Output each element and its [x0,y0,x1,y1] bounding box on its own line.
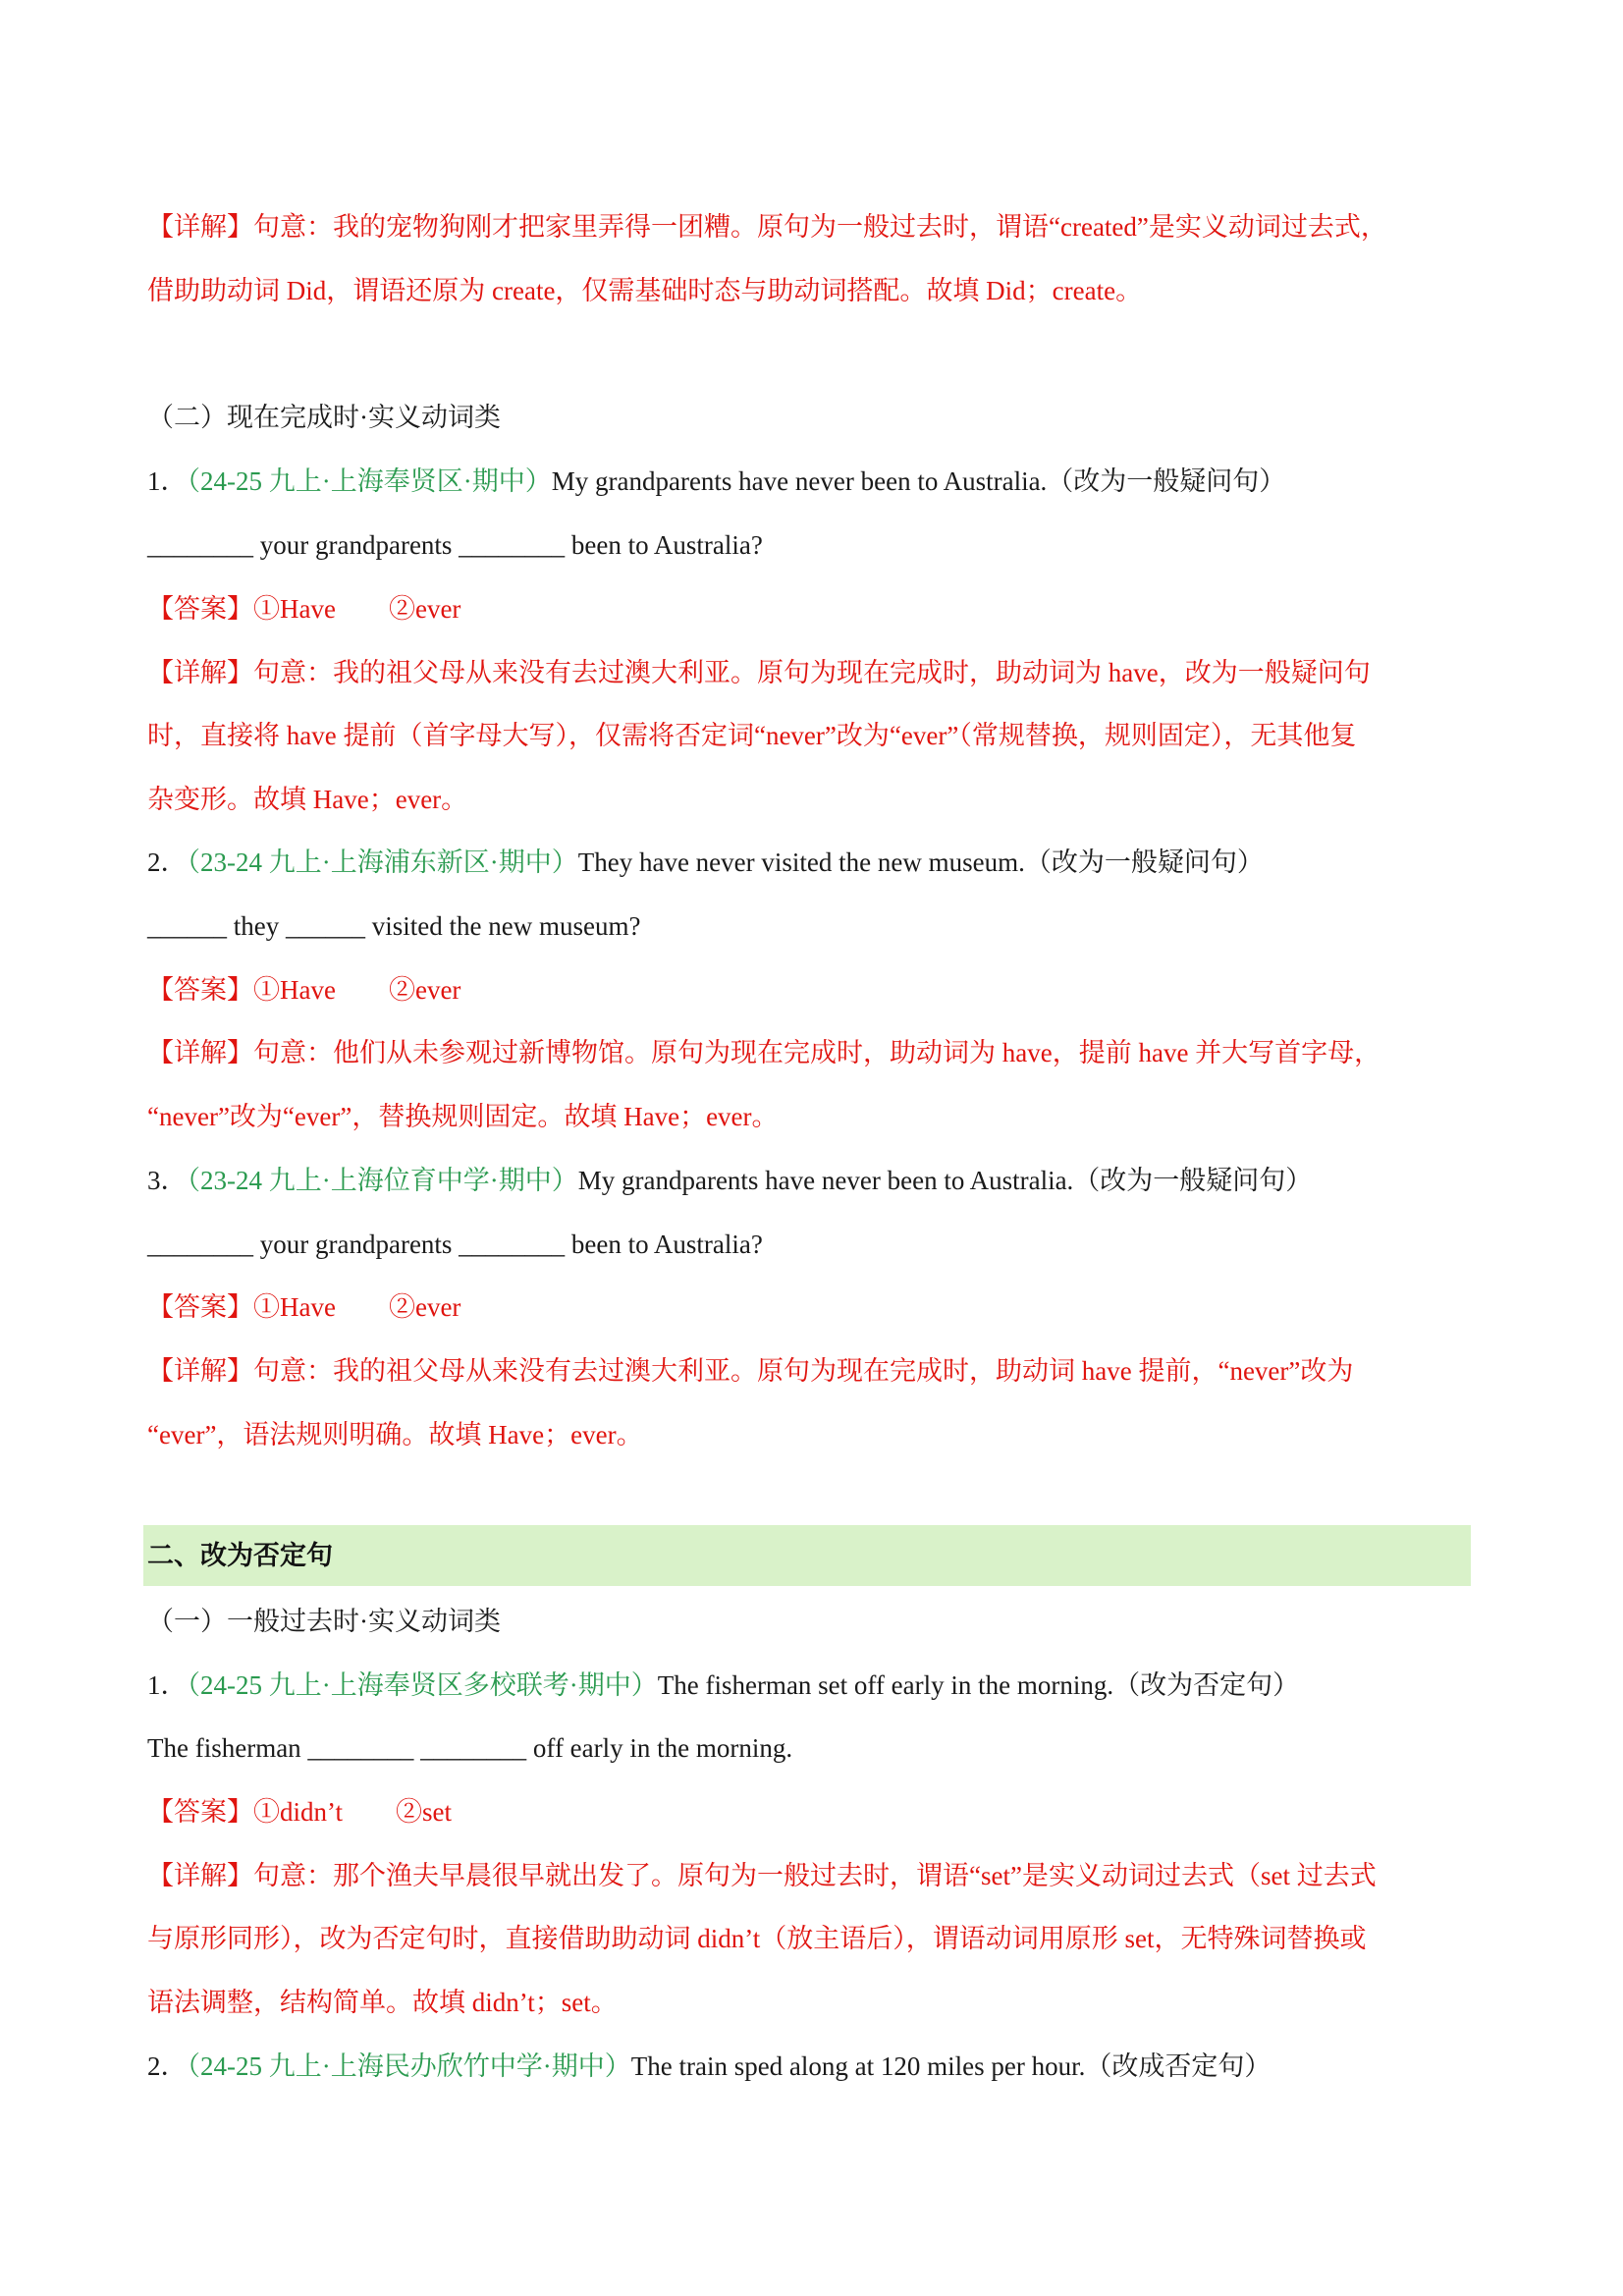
explanation-line: 借助助动词 Did，谓语还原为 create，仅需基础时态与助动词搭配。故填 Did；create。 [147,276,1143,305]
question-source: （24-25 九上·上海奉贤区多校联考·期中） [187,1670,658,1700]
question-number: 1． [147,466,188,496]
question-text: The train sped along at 120 miles per hour.（改成否定句） [630,2051,1271,2081]
fill-in-line: The fisherman ________ ________ off early in the morning. [147,1733,793,1763]
subsection-heading: （一）一般过去时·实义动词类 [147,1607,501,1636]
explanation-line: 【详解】句意：那个渔夫早晨很早就出发了。原句为一般过去时，谓语“set”是实义动词过去式（set 过去式 [147,1861,1377,1890]
question-text: My grandparents have never been to Australia.（改为一般疑问句） [551,466,1286,496]
answer-line: 【答案】①didn’t ②set [147,1797,452,1827]
explanation-line: 【详解】句意：我的祖父母从来没有去过澳大利亚。原句为现在完成时，助动词为 have，改为一般疑问句 [147,658,1371,687]
section-title: 二、改为否定句 [147,1541,333,1571]
explanation-line: 【详解】句意：他们从未参观过新博物馆。原句为现在完成时，助动词为 have，提前 have 并大写首字母， [147,1038,1381,1067]
question-source: （23-24 九上·上海浦东新区·期中） [187,847,578,877]
question-number: 2． [147,2051,188,2081]
question-number: 3． [147,1166,188,1195]
answer-line: 【答案】①Have ②ever [147,594,461,624]
explanation-line: 【详解】句意：我的祖父母从来没有去过澳大利亚。原句为现在完成时，助动词 have 提前，“never”改为 [147,1356,1354,1386]
explanation-line: “never”改为“ever”，替换规则固定。故填 Have；ever。 [147,1102,779,1131]
question-3 [147,1163,1483,1198]
question-text: They have never visited the new museum.（改为一般疑问句） [577,847,1264,877]
question-1 [147,1667,1483,1703]
explanation-line: 【详解】句意：我的宠物狗刚才把家里弄得一团糟。原句为一般过去时，谓语“created”是实义动词过去式， [147,212,1387,242]
fill-in-line: ________ your grandparents ________ been to Australia? [147,1230,763,1259]
question-1 [147,464,1483,499]
question-2 [147,2049,1483,2084]
explanation-line: 杂变形。故填 Have；ever。 [147,785,468,814]
section-heading-bar [143,1525,1471,1586]
question-text: My grandparents have never been to Australia.（改为一般疑问句） [577,1166,1313,1195]
question-number: 2． [147,847,188,877]
answer-line: 【答案】①Have ②ever [147,1292,461,1322]
question-source: （23-24 九上·上海位育中学·期中） [187,1166,578,1195]
explanation-line: 时，直接将 have 提前（首字母大写），仅需将否定词“never”改为“ever”（常规替换，规则固定），无其他复 [147,721,1357,750]
fill-in-line: ________ your grandparents ________ been to Australia? [147,530,763,560]
answer-line: 【答案】①Have ②ever [147,975,461,1005]
question-source: （24-25 九上·上海民办欣竹中学·期中） [187,2051,631,2081]
subsection-heading: （二）现在完成时·实义动词类 [147,403,501,432]
explanation-line: 语法调整，结构简单。故填 didn’t；set。 [147,1988,618,2017]
explanation-line: “ever”，语法规则明确。故填 Have；ever。 [147,1420,643,1449]
explanation-line: 与原形同形），改为否定句时，直接借助助动词 didn’t（放主语后），谓语动词用原形 set，无特殊词替换或 [147,1924,1367,1953]
question-2 [147,845,1483,880]
fill-in-line: ______ they ______ visited the new museum? [147,911,641,941]
question-number: 1． [147,1670,188,1700]
question-source: （24-25 九上·上海奉贤区·期中） [187,466,552,496]
question-text: The fisherman set off early in the morning.（改为否定句） [657,1670,1300,1700]
